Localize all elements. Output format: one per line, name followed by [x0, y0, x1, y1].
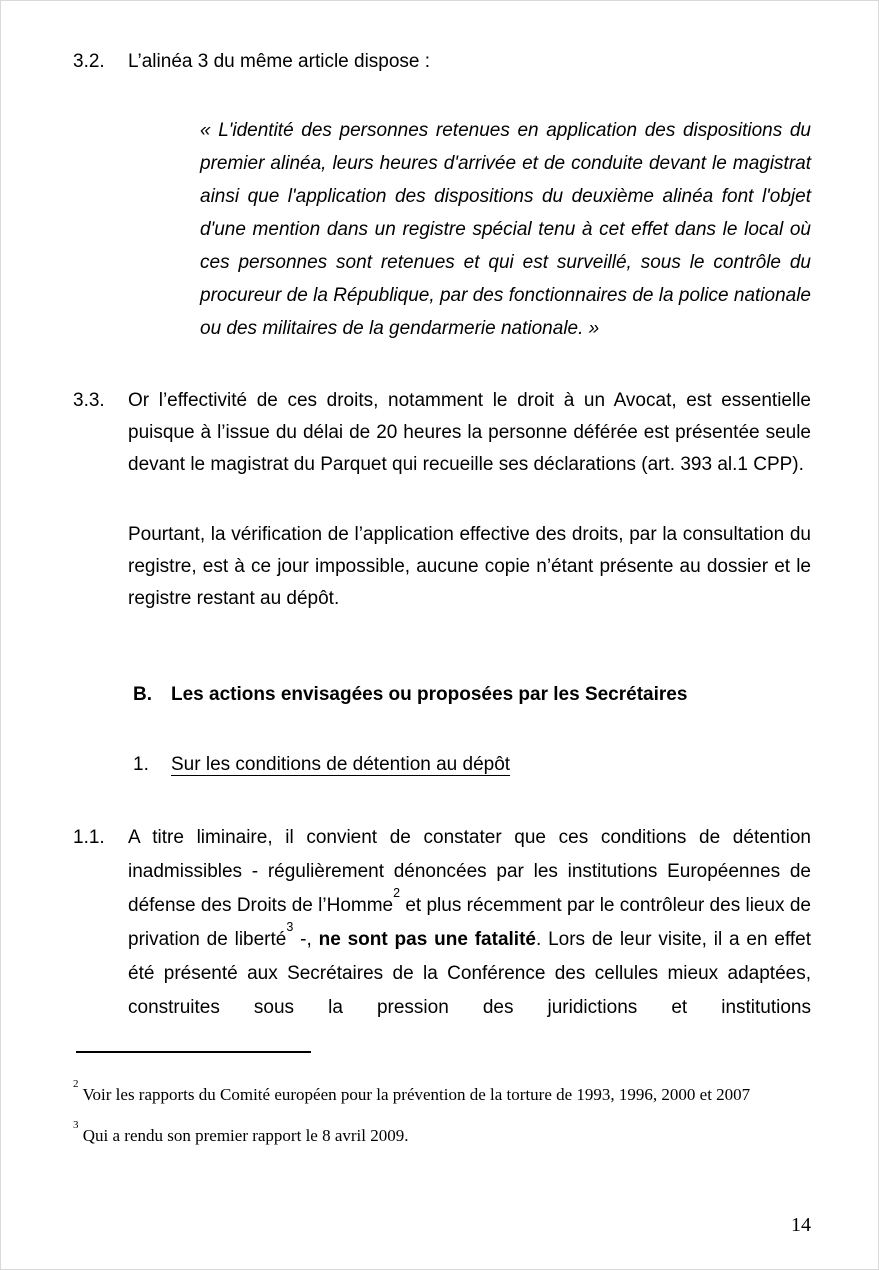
section-1-1-number: 1.1.: [73, 827, 105, 848]
heading-1-title: Sur les conditions de détention au dépôt: [171, 754, 511, 775]
section-1-1-part2: et plus récemment par le contrôleur des lieux de privation de liberté: [128, 895, 811, 950]
footnote-separator: [76, 1051, 311, 1053]
section-3-2: [73, 46, 811, 78]
page-number: 14: [791, 1214, 811, 1236]
paragraph-pourtant: Pourtant, la vérification de l’application effective des droits, par la consultation du registre, est à ce jour impossible, aucune copie n’étant présente au dossier et le registre restant au dépôt.: [128, 524, 811, 609]
section-1-1-text: [128, 821, 811, 1025]
section-1-1-part3: -,: [293, 929, 319, 950]
footnote-2-text: Voir les rapports du Comité européen pour la prévention de la torture de 1993, 1996, 2000 et 2007: [82, 1085, 751, 1104]
section-1-1: [73, 821, 811, 1025]
heading-1: [133, 749, 811, 781]
section-3-2-number: 3.2.: [73, 51, 105, 72]
section-3-3: [73, 385, 811, 481]
footnote-3-marker: 3: [73, 1119, 79, 1132]
section-1-1-part4: . Lors de leur visite, il a en effet été présenté aux Secrétaires de la Conférence des cellules mieux adaptées, construites sous la pression des juridictions et institutions: [128, 929, 812, 1018]
section-3-3-number: 3.3.: [73, 390, 105, 411]
footnote-ref-3: 3: [286, 919, 294, 934]
heading-b-number: B.: [133, 684, 152, 705]
footnotes: [73, 1078, 811, 1148]
section-3-2-text: L’alinéa 3 du même article dispose :: [128, 51, 431, 72]
section-3-3-text: Or l’effectivité de ces droits, notamment le droit à un Avocat, est essentielle puisque à l’issue du délai de 20 heures la personne déférée est présentée seule devant le magistrat du Parquet qui recueille ses déclarations (art. 393 al.1 CPP).: [128, 390, 811, 475]
section-1-1-bold-phrase: ne sont pas une fatalité: [318, 929, 536, 950]
footnote-3: [73, 1119, 811, 1148]
section-1-1-part1: A titre liminaire, il convient de constater que ces conditions de détention inadmissibles - régulièrement dénoncées par les institutions Européennes de défense des Droits de l’Homme: [128, 827, 811, 916]
footnote-2-marker: 2: [73, 1078, 79, 1091]
footnote-ref-2: 2: [393, 885, 401, 900]
footnote-3-text: Qui a rendu son premier rapport le 8 avril 2009.: [82, 1126, 409, 1145]
legal-quote: « L'identité des personnes retenues en application des dispositions du premier alinéa, leurs heures d'arrivée et de conduite devant le magistrat ainsi que l'application des dispositions du deuxième alinéa font l'objet d'une mention dans un registre spécial tenu à cet effet dans le local où ces personnes sont retenues et qui est surveillé, sous le contrôle du procureur de la République, par des fonctionnaires de la police nationale ou des militaires de la gendarmerie nationale. »: [200, 120, 811, 339]
footnote-2: [73, 1078, 811, 1107]
heading-1-number: 1.: [133, 754, 149, 775]
heading-b: [133, 679, 811, 711]
page-content: [1, 1, 878, 1025]
heading-b-title: Les actions envisagées ou proposées par les Secrétaires: [171, 684, 688, 705]
